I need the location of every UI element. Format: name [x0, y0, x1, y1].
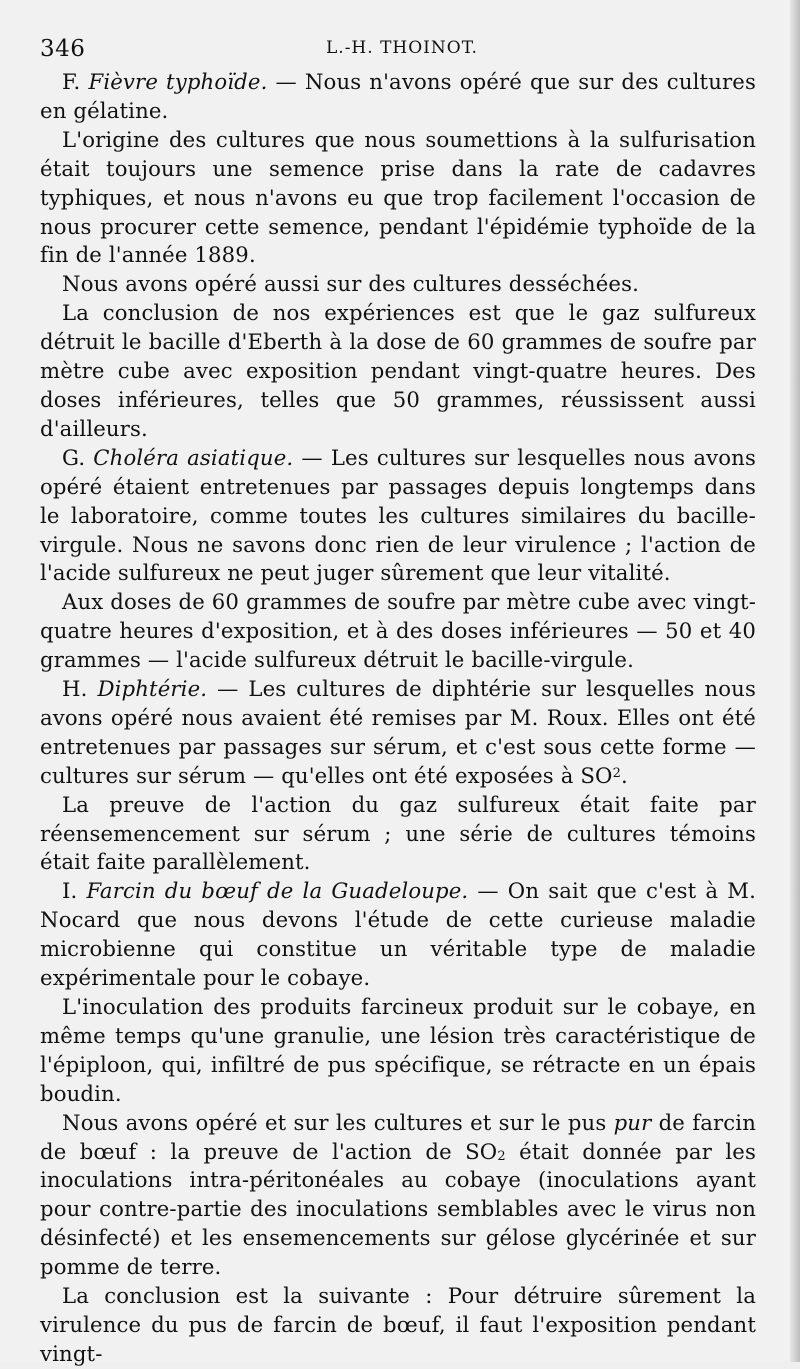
paragraph: Nous avons opéré et sur les cultures et sur le pus pur de farcin de bœuf : la preuve de l'action de $SO_2$ était donnée par les inoculations intra-péritonéales au cobaye (inoculations ayant pour contre-partie des inoculations semblables avec le virus non désinfecté) et les ensemencements sur gélose glycérinée et sur pomme de terre. — [40, 1109, 757, 1280]
paragraph: La conclusion est la suivante : Pour détruire sûrement la virulence du pus de farcin de bœuf, il faut l'exposition pendant vingt- — [40, 1283, 756, 1366]
paragraph: Nous avons opéré aussi sur des cultures desséchées. — [62, 271, 640, 297]
paragraph: I. Farcin du bœuf de la Guadeloupe. — On sait que c'est à M. Nocard que nous devons l'étude de cette curieuse maladie microbienne qui constitue un véritable type de maladie expérimentale pour le cobaye. — [40, 878, 757, 991]
running-head — [40, 30, 756, 68]
page-edge-shadow — [790, 0, 800, 1362]
running-title: L.-H. THOINOT. — [326, 38, 478, 58]
paragraph: Aux doses de 60 grammes de soufre par mètre cube avec vingt-quatre heures d'exposition, et à des doses inférieures — 50 et 40 grammes — l'acide sulfureux détruit le bacille-virgule. — [40, 589, 756, 673]
paragraph: H. Diphtérie. — Les cultures de diphtérie sur lesquelles nous avons opéré nous avaient été remises par M. Roux. Elles ont été entretenues par passages sur sérum, et c'est sous cette forme — cultures sur sérum — qu'elles ont été exposées à $SO^2$. — [40, 676, 756, 788]
paragraph: L'origine des cultures que nous soumettions à la sulfurisation était toujours une semence prise dans la rate de cadavres typhiques, et nous n'avons eu que trop facilement l'occasion de nous procurer cette semence, pendant l'épidémie typhoïde de la fin de l'année 1889. — [40, 126, 756, 268]
paragraph: La preuve de l'action du gaz sulfureux était faite par réensemencement sur sérum ; une série de cultures témoins était faite parallèlement. — [40, 791, 756, 875]
paragraph: F. Fièvre typhoïde. — Nous n'avons opéré que sur des cultures en gélatine. — [40, 69, 756, 123]
paragraph: La conclusion de nos expériences est que le gaz sulfureux détruit le bacille d'Eberth à la dose de 60 grammes de soufre par mètre cube avec exposition pendant vingt-quatre heures. Des doses inférieures, telles que 50 grammes, réussissent aussi d'ailleurs. — [40, 300, 756, 441]
paragraph: G. Choléra asiatique. — Les cultures sur lesquelles nous avons opéré étaient entretenues par passages depuis longtemps dans le laboratoire, comme toutes les cultures similaires du bacille-virgule. Nous ne savons donc rien de leur virulence ; l'action de l'acide sulfureux ne peut juger sûrement que leur vitalité. — [40, 444, 757, 586]
page-number: 346 — [40, 36, 86, 62]
body-text — [40, 68, 756, 1369]
paragraph: L'inoculation des produits farcineux produit sur le cobaye, en même temps qu'une granulie, une lésion très caractéristique de l'épiploon, qui, infiltré de pus spécifique, se rétracte en un épais boudin. — [40, 994, 756, 1106]
